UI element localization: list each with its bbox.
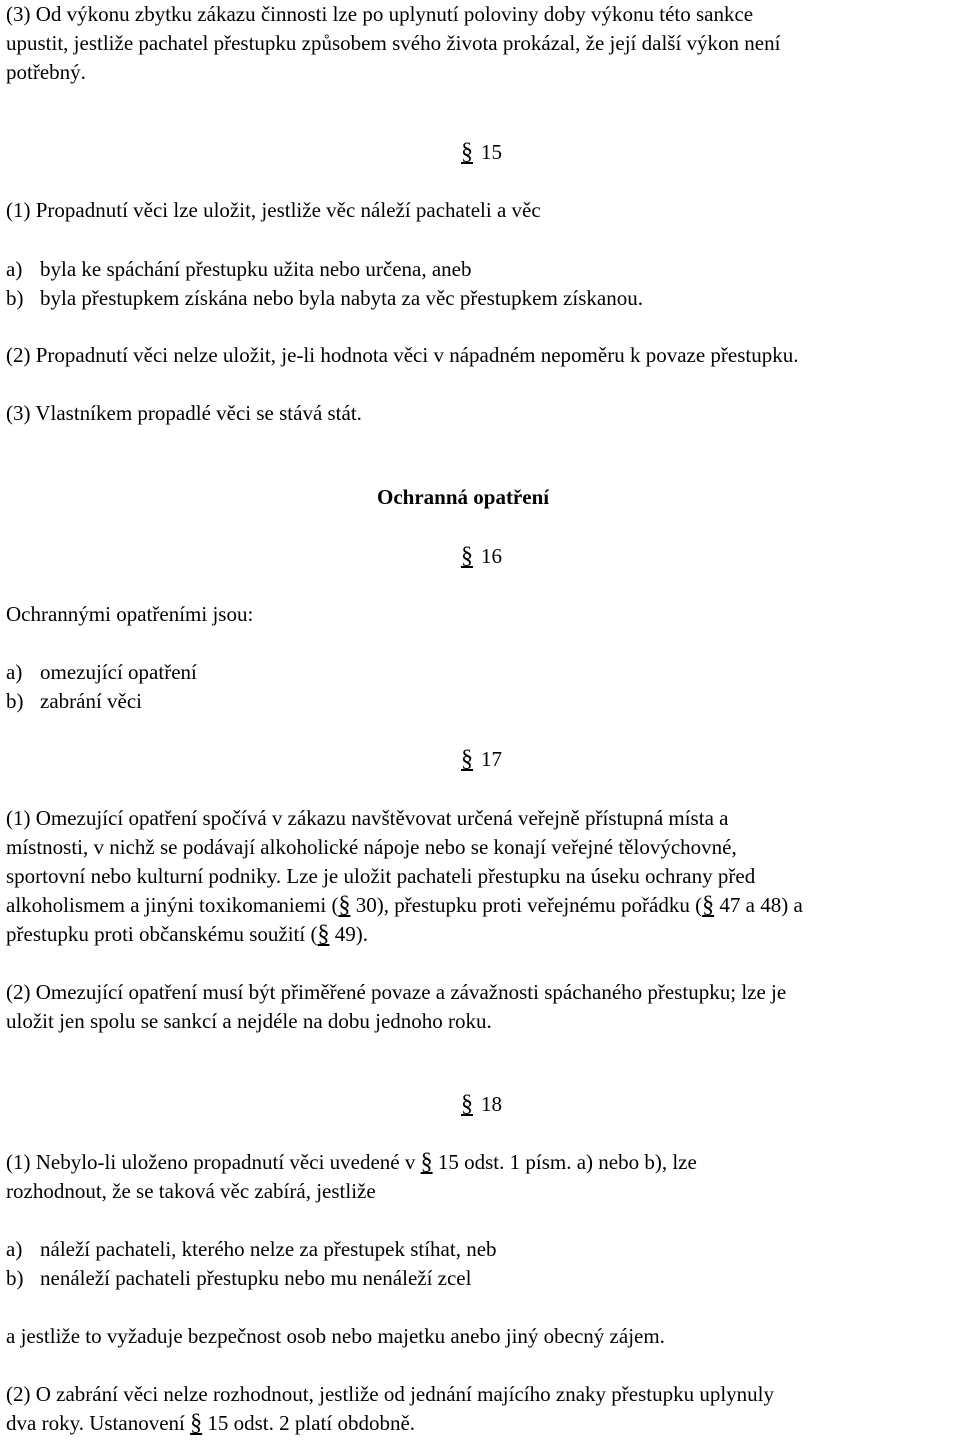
list-text: zabrání věci — [40, 689, 143, 713]
text-line: (3) Od výkonu zbytku zákazu činnosti lze po uplynutí poloviny doby výkonu této sankce — [6, 2, 754, 26]
section-sign: § — [317, 921, 330, 947]
list-item — [6, 284, 643, 313]
section-sign: § — [702, 892, 715, 918]
list-item — [6, 1264, 471, 1293]
text-line: (2) O zabrání věci nelze rozhodnout, jestliže od jednání majícího znaky přestupku uplynuly — [6, 1382, 775, 1406]
section-sign: § — [420, 1149, 433, 1175]
text-line: uložit jen spolu se sankcí a nejdéle na dobu jednoho roku. — [6, 1009, 492, 1033]
section-heading-16 — [461, 542, 502, 571]
list-text: byla ke spáchání přestupku užita nebo určena, aneb — [40, 257, 472, 281]
text-run: 47 a 48) a — [714, 893, 803, 917]
text-line — [6, 1409, 415, 1438]
list-text: náleží pachateli, kterého nelze za přestupek stíhat, neb — [40, 1237, 497, 1261]
section-heading-18 — [461, 1090, 502, 1119]
paragraph-15-2: (2) Propadnutí věci nelze uložit, je-li hodnota věci v nápadném nepoměru k povaze přestupku. — [6, 343, 799, 367]
paragraph-16-intro: Ochrannými opatřeními jsou: — [6, 602, 254, 626]
paragraph-15-1-intro: (1) Propadnutí věci lze uložit, jestliže věc náleží pachateli a věc — [6, 198, 541, 222]
text-run: 15 odst. 2 platí obdobně. — [202, 1411, 416, 1435]
list-text: nenáleží pachateli přestupku nebo mu nenáleží zcel — [40, 1266, 472, 1290]
text-run: (1) Nebylo-li uloženo propadnutí věci uvedené v — [6, 1150, 416, 1174]
section-sign: § — [190, 1410, 203, 1436]
paragraph-18-1-end: a jestliže to vyžaduje bezpečnost osob nebo majetku anebo jiný obecný zájem. — [6, 1324, 665, 1348]
text-line: místnosti, v nichž se podávají alkoholické nápoje nebo se konají veřejné tělovýchovné, — [6, 835, 737, 859]
list-item — [6, 255, 472, 284]
list-label: b) — [6, 286, 24, 310]
section-sign: § — [461, 139, 473, 165]
section-number: 18 — [481, 1092, 502, 1116]
paragraph-15-3: (3) Vlastníkem propadlé věci se stává stát. — [6, 401, 362, 425]
section-sign: § — [338, 892, 351, 918]
section-heading-17 — [461, 745, 502, 774]
list-text: byla přestupkem získána nebo byla nabyta za věc přestupkem získanou. — [40, 286, 643, 310]
section-sign: § — [461, 746, 473, 772]
part-heading: Ochranná opatření — [377, 485, 550, 509]
list-item — [6, 687, 142, 716]
list-item — [6, 1235, 497, 1264]
list-label: b) — [6, 689, 24, 713]
list-label: a) — [6, 660, 23, 684]
list-text: omezující opatření — [40, 660, 197, 684]
text-run: přestupku proti občanskému soužití ( — [6, 922, 318, 946]
list-item — [6, 658, 197, 687]
text-line: potřebný. — [6, 60, 86, 84]
text-run: 30), přestupku proti veřejnému pořádku ( — [350, 893, 703, 917]
section-heading-15 — [461, 138, 502, 167]
section-number: 16 — [481, 544, 502, 568]
text-run: alkoholismem a jinýni toxikomaniemi ( — [6, 893, 339, 917]
text-line: sportovní nebo kulturní podniky. Lze je uložit pachateli přestupku na úseku ochrany před — [6, 864, 756, 888]
text-line: (2) Omezující opatření musí být přiměřené povaze a závažnosti spáchaného přestupku; lze je — [6, 980, 787, 1004]
list-label: b) — [6, 1266, 24, 1290]
text-run: 15 odst. 1 písm. a) nebo b), lze — [432, 1150, 697, 1174]
section-sign: § — [461, 543, 473, 569]
list-label: a) — [6, 257, 23, 281]
section-sign: § — [461, 1091, 473, 1117]
text-line: rozhodnout, že se taková věc zabírá, jestliže — [6, 1179, 376, 1203]
text-line — [6, 1148, 697, 1177]
text-run: 49). — [329, 922, 368, 946]
text-line: upustit, jestliže pachatel přestupku způsobem svého života prokázal, že její další výkon není — [6, 31, 781, 55]
text-line — [6, 891, 803, 920]
list-label: a) — [6, 1237, 23, 1261]
section-number: 17 — [481, 747, 502, 771]
text-run: dva roky. Ustanovení — [6, 1411, 185, 1435]
text-line — [6, 920, 368, 949]
section-number: 15 — [481, 140, 502, 164]
text-line: (1) Omezující opatření spočívá v zákazu navštěvovat určená veřejně přístupná místa a — [6, 806, 729, 830]
